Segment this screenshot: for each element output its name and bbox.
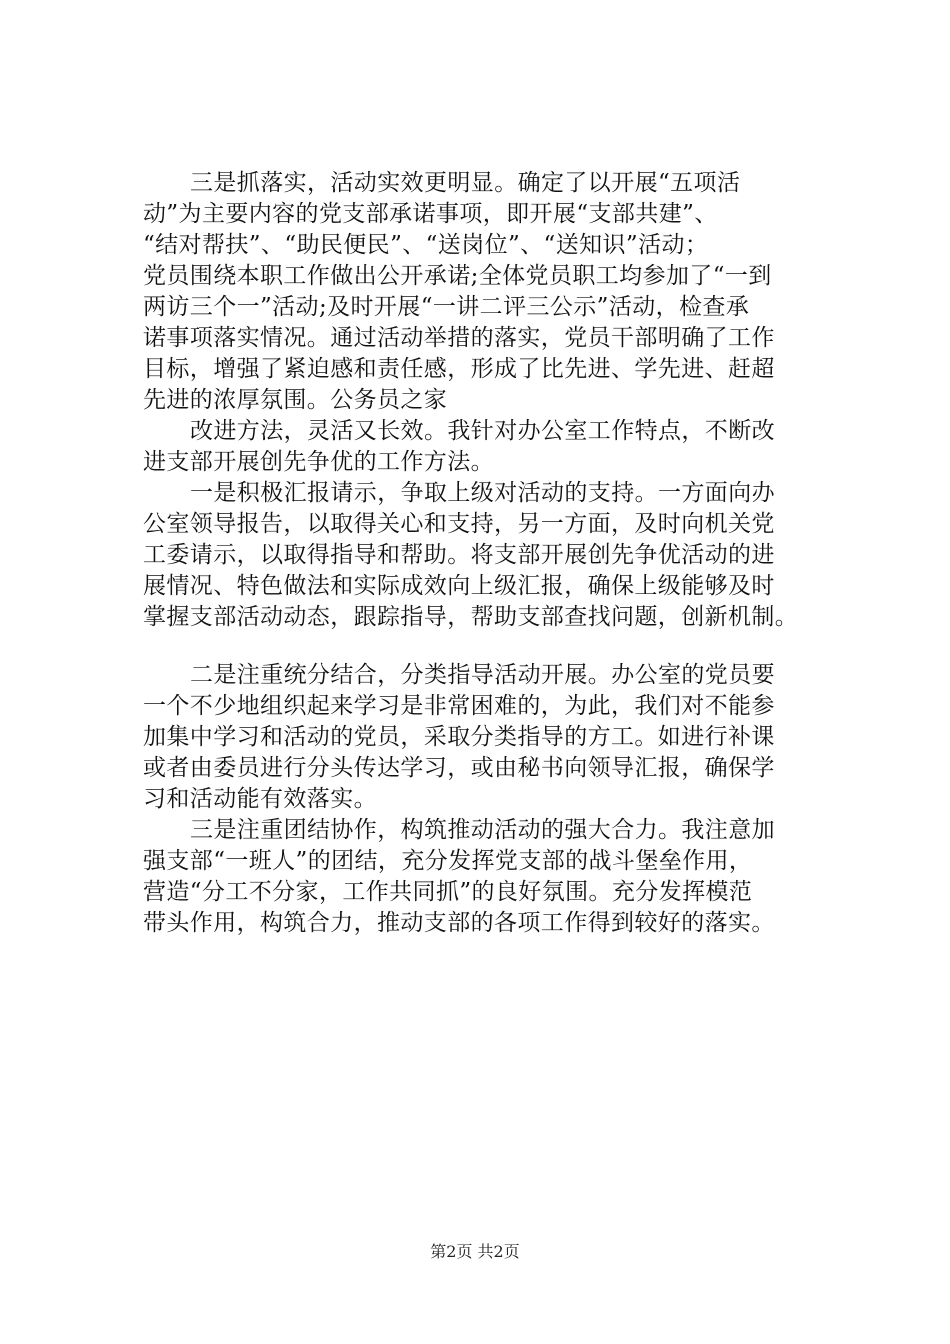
- text-line: 诺事项落实情况。通过活动举措的落实，党员干部明确了工作: [143, 325, 775, 351]
- text-line: 展情况、特色做法和实际成效向上级汇报，确保上级能够及时: [143, 573, 775, 599]
- page-number-footer: 第2页 共2页: [430, 1242, 520, 1261]
- text-line: 带头作用，构筑合力，推动支部的各项工作得到较好的落实。: [143, 910, 775, 936]
- text-line: 先进的浓厚氛围。公务员之家: [143, 387, 448, 413]
- paragraph-gap: [143, 633, 863, 660]
- paragraph: [143, 815, 863, 939]
- text-line: 二是注重统分结合，分类指导活动开展。办公室的党员要: [190, 662, 775, 688]
- paragraph: [143, 416, 863, 478]
- document-body: [143, 168, 863, 939]
- paragraph: [143, 478, 863, 633]
- text-line: 三是抓落实，活动实效更明显。确定了以开展“五项活: [190, 170, 741, 196]
- text-line: 或者由委员进行分头传达学习，或由秘书向领导汇报，确保学: [143, 755, 775, 781]
- text-line: 进支部开展创先争优的工作方法。: [143, 449, 494, 475]
- text-line: 营造“分工不分家，工作共同抓”的良好氛围。充分发挥模范: [143, 879, 753, 905]
- text-line: “结对帮扶”、“助民便民”、“送岗位”、“送知识”活动；: [143, 232, 709, 258]
- text-line: 一是积极汇报请示，争取上级对活动的支持。一方面向办: [190, 480, 775, 506]
- text-line: 改进方法，灵活又长效。我针对办公室工作特点，不断改: [190, 418, 775, 444]
- text-line: 习和活动能有效落实。: [143, 786, 377, 812]
- paragraph: [143, 168, 863, 416]
- text-line: 一个不少地组织起来学习是非常困难的，为此，我们对不能参: [143, 693, 775, 719]
- text-line: 目标，增强了紧迫感和责任感，形成了比先进、学先进、赶超: [143, 356, 775, 382]
- text-line: 公室领导报告，以取得关心和支持，另一方面，及时向机关党: [143, 511, 775, 537]
- text-line: 强支部“一班人”的团结，充分发挥党支部的战斗堡垒作用，: [143, 848, 753, 874]
- text-line: 动”为主要内容的党支部承诺事项，即开展“支部共建”、: [143, 201, 718, 227]
- text-line: 党员围绕本职工作做出公开承诺;全体党员职工均参加了“一到: [143, 263, 772, 289]
- text-line: 三是注重团结协作，构筑推动活动的强大合力。我注意加: [190, 817, 775, 843]
- text-line: 两访三个一”活动;及时开展“一讲二评三公示”活动，检查承: [143, 294, 750, 320]
- text-line: 工委请示，以取得指导和帮助。将支部开展创先争优活动的进: [143, 542, 775, 568]
- text-line: 加集中学习和活动的党员，采取分类指导的方工。如进行补课: [143, 724, 775, 750]
- paragraph: [143, 660, 863, 815]
- text-line: 掌握支部活动动态，跟踪指导，帮助支部查找问题，创新机制。: [143, 604, 799, 630]
